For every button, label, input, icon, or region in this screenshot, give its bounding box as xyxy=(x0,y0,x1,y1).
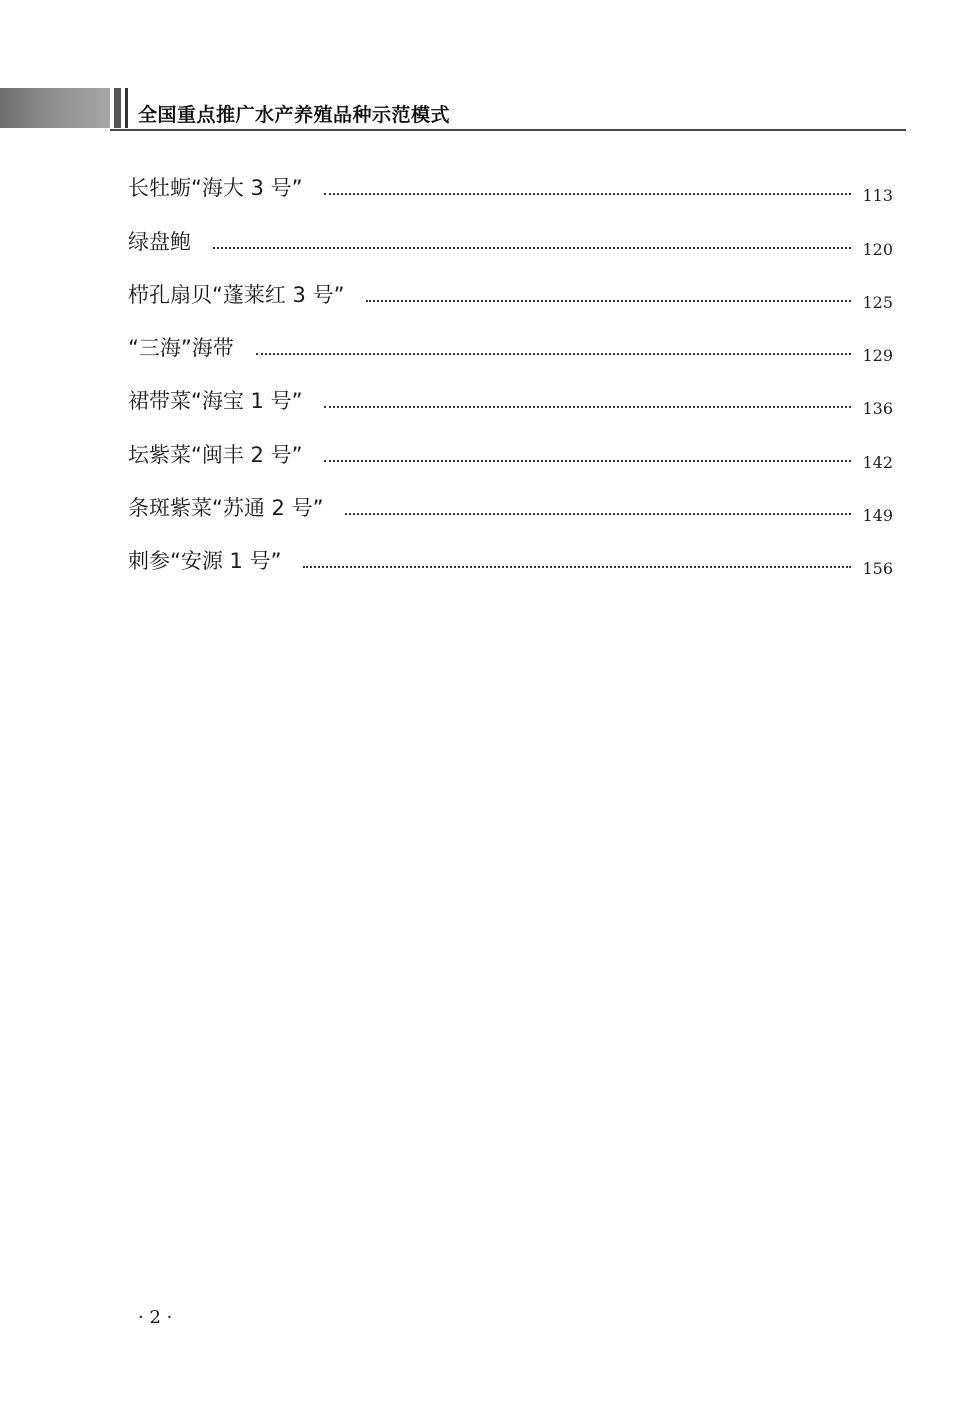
toc-entry-title: 长牡蛎“海大 3 号” xyxy=(128,176,303,201)
toc-dot-leader xyxy=(303,566,851,568)
toc-entry-page: 136 xyxy=(862,399,893,419)
toc-entry-title: 坛紫菜“闽丰 2 号” xyxy=(128,442,303,467)
toc-entry-page: 125 xyxy=(862,292,893,312)
toc-dot-leader xyxy=(324,460,851,462)
toc-entry-page: 129 xyxy=(862,346,893,366)
toc-entry-title: 绿盘鲍 xyxy=(128,229,191,254)
toc-entry-title: “三海”海带 xyxy=(128,336,234,361)
toc-dot-leader xyxy=(213,247,851,249)
header-decoration-band xyxy=(0,88,110,128)
toc-dot-leader xyxy=(366,300,851,302)
toc-dot-leader xyxy=(324,406,851,408)
toc-entry-title: 裙带菜“海宝 1 号” xyxy=(128,389,303,414)
header-rule xyxy=(110,129,906,131)
running-header-title: 全国重点推广水产养殖品种示范模式 xyxy=(138,104,451,126)
toc-entry-page: 156 xyxy=(862,559,893,579)
toc-entry[interactable] xyxy=(128,312,893,365)
toc-entry[interactable] xyxy=(128,472,893,525)
header-decoration-bar xyxy=(125,88,128,128)
toc-entry[interactable] xyxy=(128,152,893,205)
toc-entry-page: 142 xyxy=(862,452,893,472)
table-of-contents xyxy=(128,152,893,578)
page-number: · 2 · xyxy=(138,1307,173,1328)
toc-entry[interactable] xyxy=(128,259,893,312)
toc-dot-leader xyxy=(324,193,851,195)
header-decoration-bar xyxy=(114,88,121,128)
toc-entry-page: 120 xyxy=(862,239,893,259)
toc-entry-page: 149 xyxy=(862,506,893,526)
toc-entry[interactable] xyxy=(128,205,893,258)
toc-entry[interactable] xyxy=(128,365,893,418)
toc-entry[interactable] xyxy=(128,525,893,578)
toc-entry-title: 刺参“安源 1 号” xyxy=(128,549,282,574)
toc-entry-title: 栉孔扇贝“蓬莱红 3 号” xyxy=(128,282,345,307)
toc-dot-leader xyxy=(345,513,851,515)
toc-entry[interactable] xyxy=(128,418,893,471)
toc-entry-page: 113 xyxy=(862,186,893,206)
toc-entry-title: 条斑紫菜“苏通 2 号” xyxy=(128,496,324,521)
toc-dot-leader xyxy=(256,353,851,355)
